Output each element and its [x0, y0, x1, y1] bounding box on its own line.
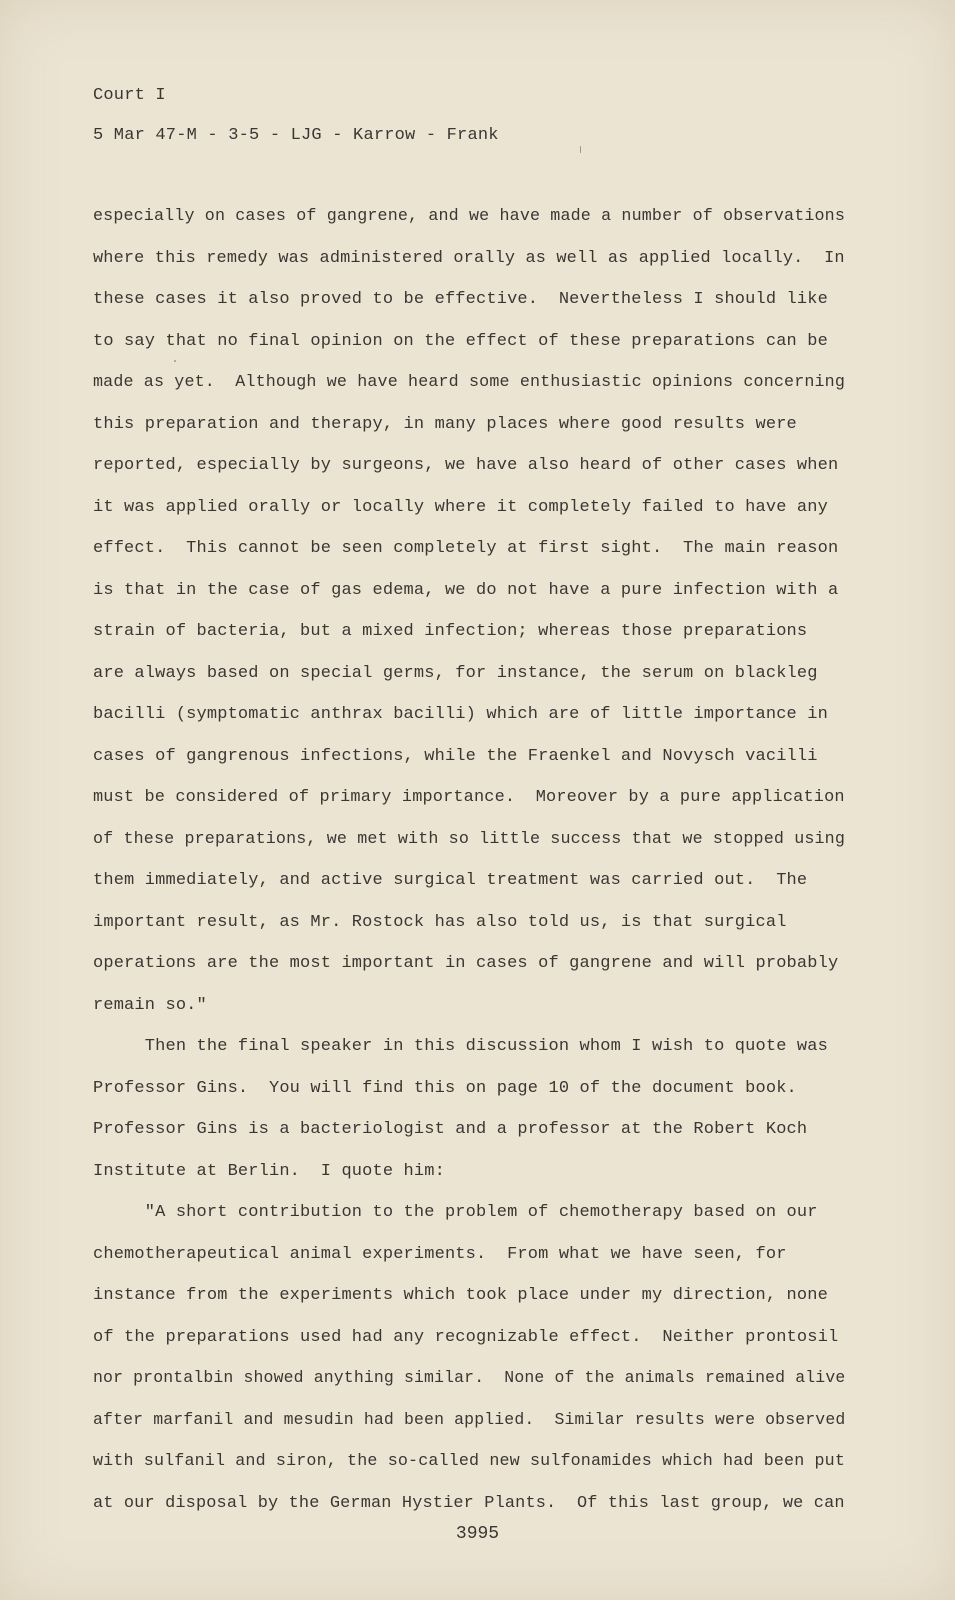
text-line: cases of gangrenous infections, while the Fraenkel and Novysch vacilli	[93, 746, 818, 766]
text-line: remain so."	[93, 995, 207, 1015]
text-line: of these preparations, we met with so little success that we stopped using	[93, 829, 846, 849]
text-line: nor prontalbin showed anything similar. None of the animals remained alive	[93, 1369, 846, 1388]
session-header: 5 Mar 47-M - 3-5 - LJG - Karrow - Frank	[93, 126, 499, 145]
text-line: must be considered of primary importance. Moreover by a pure application	[93, 788, 845, 807]
text-line: of the preparations used had any recognizable effect. Neither prontosil	[93, 1327, 839, 1347]
text-line: Then the final speaker in this discussion whom I wish to quote was	[93, 1037, 828, 1056]
text-line: is that in the case of gas edema, we do not have a pure infection with a	[93, 580, 839, 600]
text-line: bacilli (symptomatic anthrax bacilli) which are of little importance in	[93, 705, 828, 724]
text-line: these cases it also proved to be effective. Nevertheless I should like	[93, 290, 828, 309]
text-line: Professor Gins is a bacteriologist and a professor at the Robert Koch	[93, 1120, 808, 1139]
court-header: Court I	[93, 86, 166, 105]
page-number: 3995	[455, 1524, 500, 1544]
text-line: reported, especially by surgeons, we have also heard of other cases when	[93, 456, 839, 475]
text-line: with sulfanil and siron, the so-called new sulfonamides which had been put	[93, 1452, 846, 1471]
text-line: Professor Gins. You will find this on page 10 of the document book.	[93, 1078, 797, 1098]
text-line: especially on cases of gangrene, and we have made a number of observations	[93, 207, 846, 226]
text-line: are always based on special germs, for instance, the serum on blackleg	[93, 663, 818, 683]
text-line: "A short contribution to the problem of chemotherapy based on our	[93, 1203, 818, 1222]
text-line: after marfanil and mesudin had been applied. Similar results were observed	[93, 1410, 846, 1430]
text-line: to say that no final opinion on the effect of these preparations can be	[93, 331, 828, 351]
text-line: strain of bacteria, but a mixed infection; whereas those preparations	[93, 622, 808, 641]
text-line: important result, as Mr. Rostock has also told us, is that surgical	[93, 912, 787, 932]
ink-speck	[580, 146, 581, 153]
text-line: at our disposal by the German Hystier Plants. Of this last group, we can	[93, 1493, 845, 1513]
text-line: operations are the most important in cases of gangrene and will probably	[93, 954, 839, 973]
text-line: instance from the experiments which took place under my direction, none	[93, 1286, 828, 1305]
text-line: this preparation and therapy, in many places where good results were	[93, 414, 797, 434]
text-line: it was applied orally or locally where it completely failed to have any	[93, 497, 828, 517]
text-line: made as yet. Although we have heard some enthusiastic opinions concerning	[93, 373, 846, 392]
text-line: effect. This cannot be seen completely at first sight. The main reason	[93, 539, 839, 558]
text-line: where this remedy was administered orally as well as applied locally. In	[93, 248, 845, 268]
text-line: chemotherapeutical animal experiments. From what we have seen, for	[93, 1244, 787, 1264]
text-line: them immediately, and active surgical treatment was carried out. The	[93, 871, 808, 890]
testimony-body	[93, 207, 863, 1535]
text-line: Institute at Berlin. I quote him:	[93, 1161, 445, 1181]
